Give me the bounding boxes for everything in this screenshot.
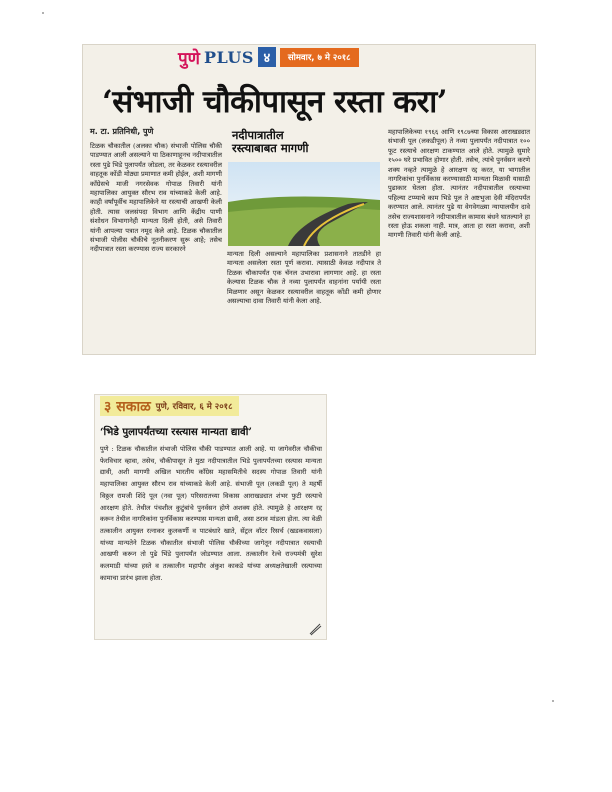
sakal-article-body: पुणे : टिळक चौकातील संभाजी पोलिस चौकी पाडण्यात आली आहे. या जागेवरील चौकीचा फेरविचार व्हावा, तसेच, चौकीपासून ते मुठा नदीपात्रातील भिडे पुलापर्यंतच्या रस्त्यास मान्यता द्यावी, अशी मागणी अखिल भारतीय काँग्रेस महासमितीचे सदस्य गोपाळ तिवारी यांनी महापालिका आयुक्त सौरभ राव यांच्याकडे केली आहे. संभाजी पूल (लकडी पूल) ते महर्षी विठ्ठल रामजी शिंदे पूल (नवा पूल) परिसरातच्या विकास आराखड्यात शंभर फुटी रस्त्याचे आरक्षण होते. तेथील पंचशील कुटुंबांचे पुनर्वसन होणे अशक्य होते. त्यामुळे हे आरक्षण रद्द करून तेथील नागरिकांना पुनर्विकास करण्यास मान्यता द्यावी, असा ठराव मांडला होता. त्या वेळी तत्कालीन आयुक्त रत्नाकर कुलकर्णी व पाटबंधारे खाते, सेंट्रल वॉटर रिसर्च (खडकवासला) यांच्या मान्यतेने टिळक चौकातील संभाजी पोलिस चौकीच्या जागेतून नदीपात्रात रस्त्याची आखणी करून तो पुढे भिंडे पुलापर्यंत जोडण्यात आला. तत्कालीन रेल्वे राज्यमंत्री सुरेश कलमाडी यांच्या हस्ते व तत्कालीन महापौर अंकुश काकडे यांच्या अध्यक्षतेखाली रस्त्याच्या कामाचा प्रारंभ झाला होता. bbox=[100, 445, 322, 582]
clipping-sakal bbox=[94, 394, 327, 640]
inset-headline-line2: रस्त्याबाबत मागणी bbox=[232, 141, 309, 155]
scan-speck bbox=[42, 12, 44, 14]
sakal-page-number: ३ bbox=[104, 398, 112, 415]
brand-city: पुणे bbox=[178, 48, 200, 69]
article-column-2: मान्यता दिली असल्याने महापालिका प्रशासनाने तातडीने हा मान्यता असलेला रस्ता पूर्ण करावा. त्यासाठी केवळ नदीपात्र ते टिळक चौकापर्यंत एक चॅनल उभारावा लागणार आहे. हा रस्ता केल्यास टिळक चौक ते नव्या पुलापर्यंत वाहनांना पर्यायी रस्ता मिळणार असून केळकर रस्त्यावरील वाहतूक कोंडी कमी होणार असल्याचा दावा तिवारी यांनी केला आहे. bbox=[227, 250, 381, 306]
byline: म. टा. प्रतिनिधी, पुणे bbox=[90, 127, 154, 136]
sakal-masthead bbox=[100, 396, 239, 416]
scan-speck bbox=[552, 700, 554, 702]
inset-headline bbox=[232, 129, 364, 155]
sakal-brand: सकाळ bbox=[116, 398, 151, 415]
headline: ‘संभाजी चौकीपासून रस्ता करा’ bbox=[102, 84, 448, 120]
brand-plus: PLUS bbox=[203, 47, 254, 67]
article-column-3: महापालिकेच्या १९६६ आणि १९८७च्या विकास आराखड्यात संभाजी पूल (लकडीपूल) ते नव्या पुलापर्यंत नदीपात्रात १०० फूट रस्त्याचे आरक्षण टाकण्यात आले होते. त्यामुळे सुमारे १५०० घरे प्रभावित होणार होती. तसेच, त्यांचे पुनर्वसन करणे शक्य नव्हते त्यामुळे हे आरक्षण रद्द करत, या भागातील नागरिकांचा पुनर्विकास करण्यासाठी मान्यता मिळावी यासाठी पुढाकार घेतला होता. त्यानंतर नदीपात्रातील रस्त्याच्या पहिल्या टप्प्याचे काम भिडे पूल ते अष्टभुजा देवी मंदिरापर्यंत करण्यात आले. त्यानंतर पुढे या वेगवेगळ्या न्यायालयीन दावे तसेच राज्यशासनाने नदीपात्रातील कामास बंधने घातल्याने हा रस्ता होऊ शकला नाही. मात्र, आता हा रस्ता करावा, अशी मागणी तिवारी यांनी केली आहे. bbox=[388, 128, 530, 240]
masthead bbox=[178, 46, 359, 68]
pen-mark-icon bbox=[308, 620, 322, 636]
clipping-pune-plus bbox=[82, 44, 536, 355]
date-badge: सोमवार, ७ मे २०१८ bbox=[280, 48, 359, 67]
road-photo bbox=[228, 162, 380, 246]
page-number-badge: ४ bbox=[258, 47, 276, 67]
sakal-headline: ‘भिडे पुलापर्यंतच्या रस्त्यास मान्यता द्यावी’ bbox=[100, 426, 252, 438]
inset-headline-line1: नदीपात्रातील bbox=[232, 128, 284, 142]
sakal-date: पुणे, रविवार, ६ मे २०१८ bbox=[155, 401, 233, 412]
article-column-1: टिळक चौकातील (अलका चौक) संभाजी पोलिस चौकी पाडण्यात आली असल्याने या ठिकाणाहूनच नदीपात्रातील रस्ता पुढे भिडे पुलापर्यंत जोडला, तर केळकर रस्त्यावरील वाहतूक कोंडी मोठ्या प्रमाणात कमी होईल, अशी मागणी काँग्रेसचे माजी नगरसेवक गोपाळ तिवारी यांनी महापालिका आयुक्त सौरभ राव यांच्याकडे केली आहे. काही वर्षांपूर्वीच महापालिकेने या रस्त्याची आखणी केली होती. त्यास जलसंपदा विभाग आणि केंद्रीय पाणी संशोधन विभागानेही मान्यता दिली होती, असे तिवारी यांनी आपल्या पत्रात नमूद केले आहे. टिळक चौकातील संभाजी पोलीस चौकीचे नूतनीकरण सुरू आहे; तसेच नदीपात्रात रस्ता करण्यास राज्य सरकारने bbox=[90, 142, 222, 254]
